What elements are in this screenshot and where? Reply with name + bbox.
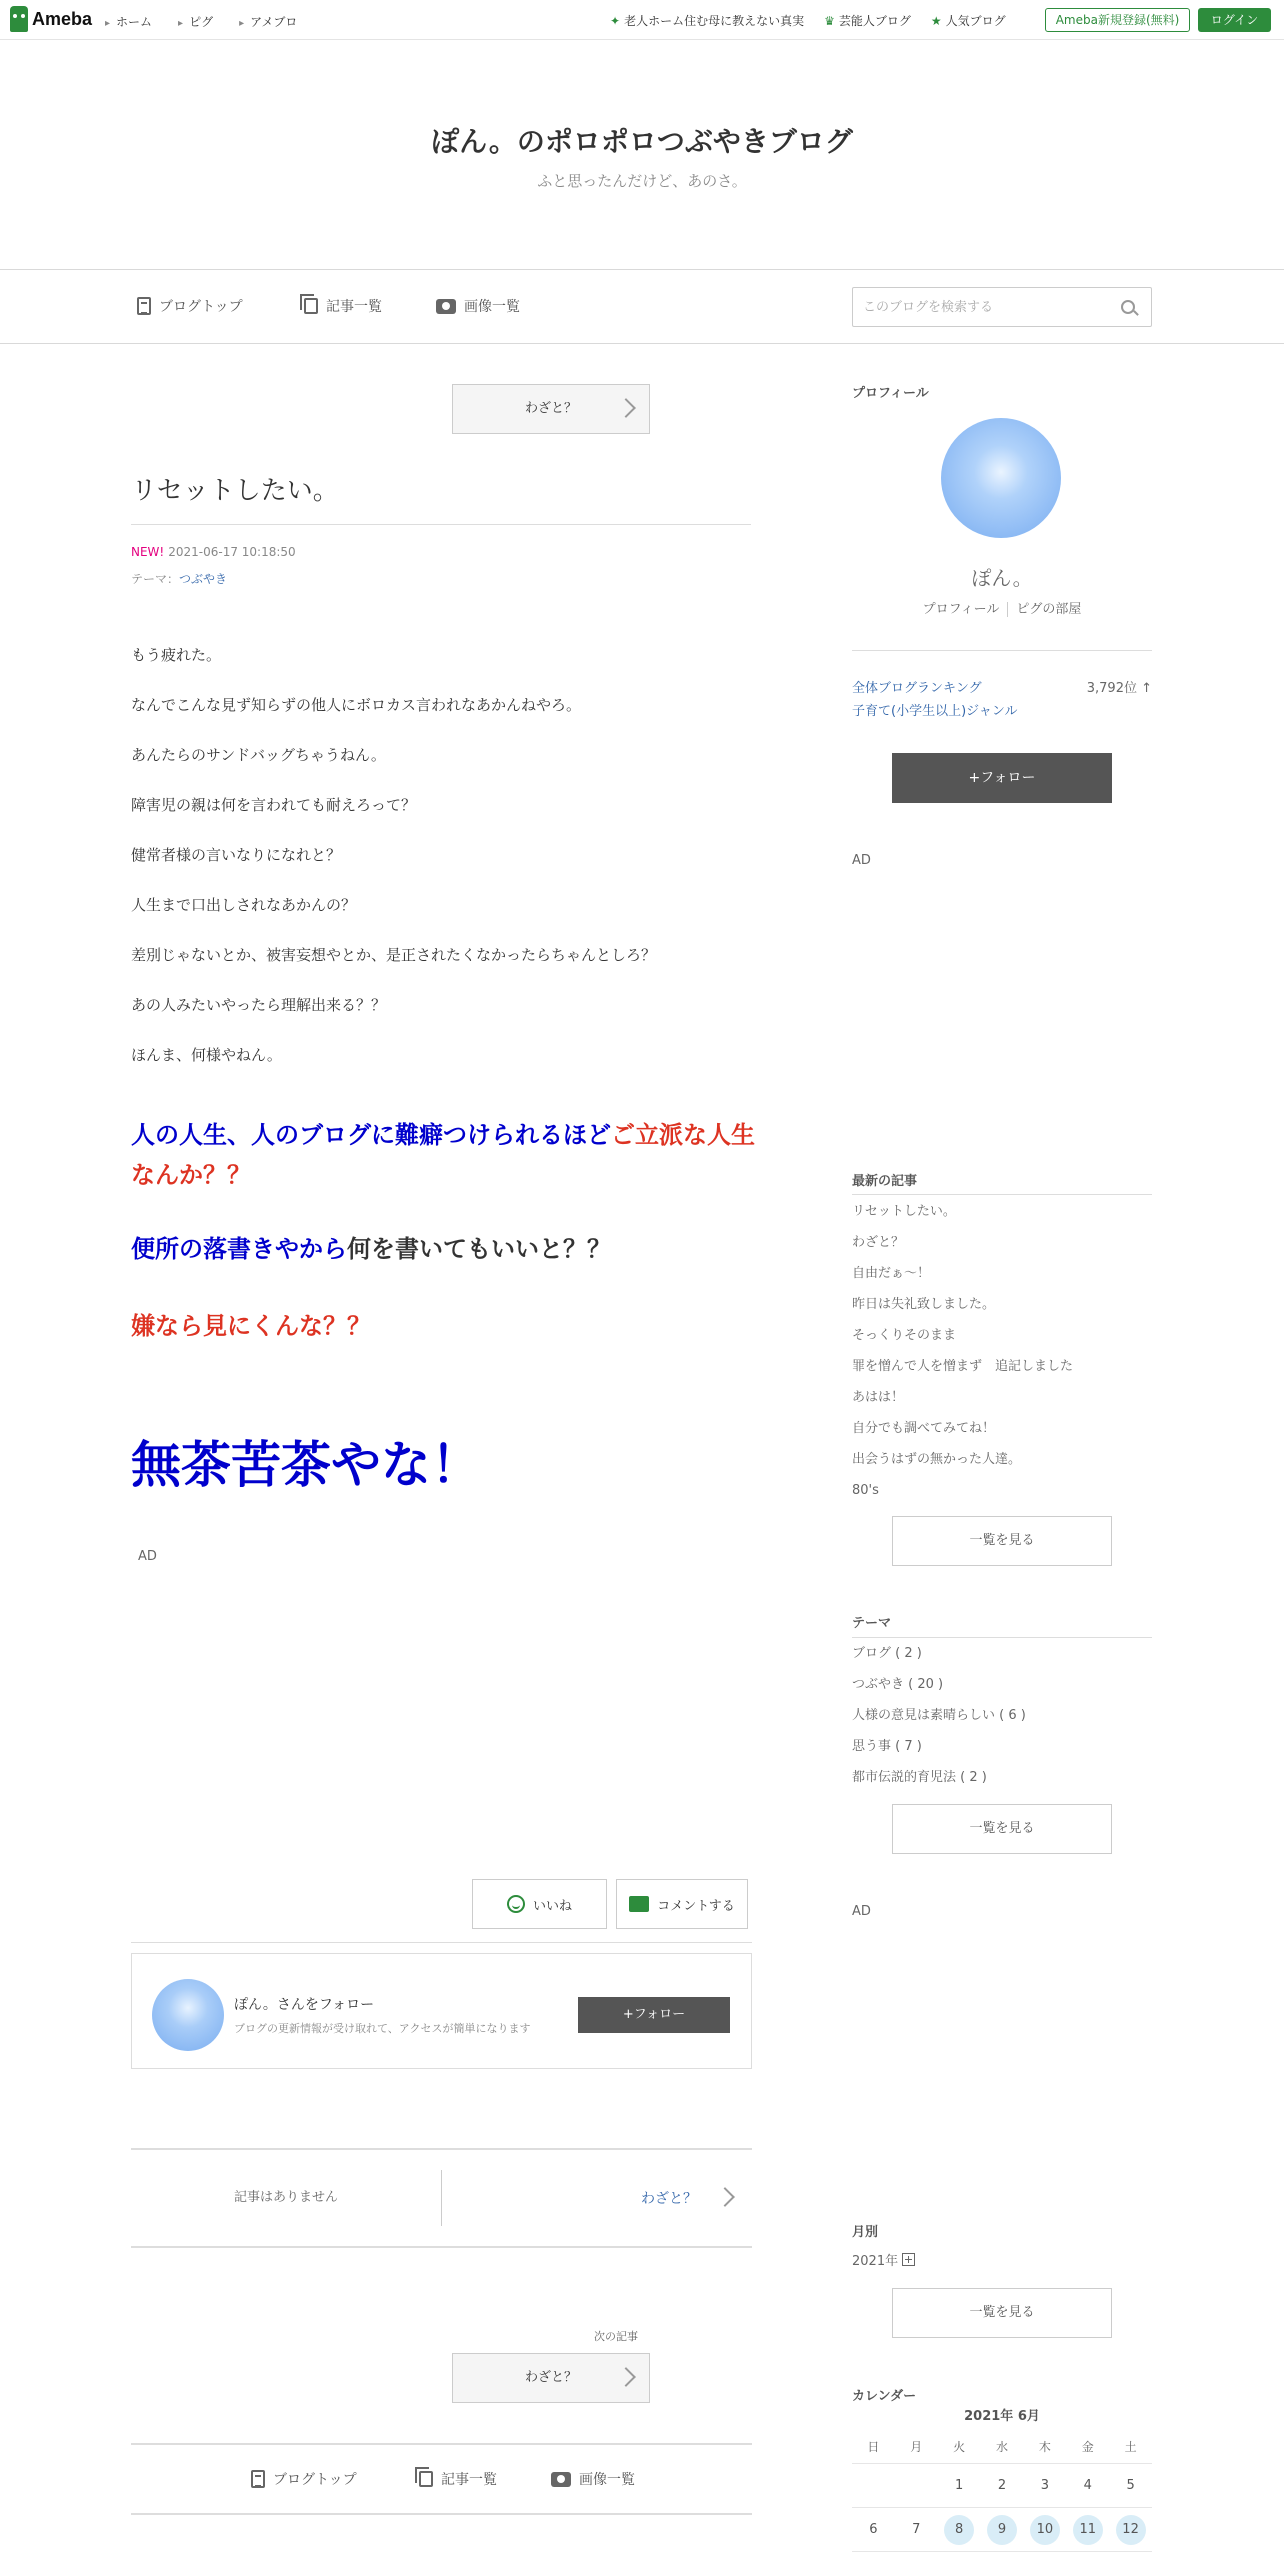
theme-item[interactable]: ブログ ( 2 ) <box>852 1646 922 1661</box>
next-entry-button[interactable] <box>452 2353 650 2403</box>
next-entry-label: わざと？ <box>524 2370 577 2385</box>
calendar-day: 2 <box>997 2478 1007 2493</box>
calendar-day-number: 8 <box>944 2515 974 2545</box>
promo-link-1[interactable] <box>610 12 804 29</box>
comment-button[interactable] <box>616 1879 748 1929</box>
recent-item[interactable]: 昨日は失礼致しました。 <box>852 1297 996 1312</box>
avatar[interactable] <box>152 1979 224 2051</box>
profile-links <box>852 598 1152 617</box>
divider <box>441 2170 442 2226</box>
divider <box>131 1942 752 1943</box>
theme-item[interactable]: 思う事 ( 7 ) <box>852 1739 922 1754</box>
article-paragraph: あんたらのサンドバッグちゃうねん。 <box>131 746 386 764</box>
month-label: 2021年 <box>852 2254 899 2269</box>
ameba-logo-text: Ameba <box>32 8 93 29</box>
ameba-logo-icon <box>10 6 28 32</box>
recent-item[interactable]: 出会うはずの無かった人達。 <box>852 1452 1022 1467</box>
calendar-weekdays <box>852 2430 1152 2464</box>
weekday: 月 <box>910 2440 923 2454</box>
promo-link-celebrity-label: 芸能人ブログ <box>838 14 911 28</box>
recent-item[interactable]: 自分でも調べてみてね！ <box>852 1421 996 1436</box>
article-date: 2021-06-17 10:18:50 <box>168 545 296 559</box>
smile-icon <box>507 1895 525 1913</box>
global-nav <box>105 13 297 30</box>
recent-item[interactable]: 80's <box>852 1483 879 1498</box>
calendar-week <box>852 2464 1152 2508</box>
recent-item[interactable]: 罪を憎んで人を憎まず 追記しました <box>852 1359 1074 1374</box>
month-item[interactable] <box>852 2250 915 2269</box>
theme-label: テーマ： <box>131 572 180 586</box>
profile-avatar[interactable] <box>941 418 1061 538</box>
recent-heading: 最新の記事 <box>852 1174 918 1189</box>
sparkle-icon: ✦ <box>610 14 621 28</box>
recent-item[interactable]: 自由だぁ〜！ <box>852 1266 931 1281</box>
sidebar-follow-button[interactable]: +フォロー <box>892 753 1112 803</box>
nav-image-list-label: 画像一覧 <box>464 299 520 315</box>
ad-label: AD <box>138 1549 157 1564</box>
calendar-heading: カレンダー <box>852 2389 917 2404</box>
article-paragraph: 差別じゃないとか、被害妄想やとか、是正されたくなかったらちゃんとしろ？ <box>131 946 657 964</box>
promo-link-celebrity[interactable] <box>824 12 911 29</box>
profile-name[interactable]: ぽん。 <box>971 566 1033 590</box>
prev-entry-button[interactable] <box>452 384 650 434</box>
follow-card <box>131 1953 752 2069</box>
nav-ameblo[interactable]: ▸ アメブロ <box>239 13 297 30</box>
calendar-day-number: 9 <box>987 2515 1017 2545</box>
nav-entry-list-label: 記事一覧 <box>441 2472 497 2488</box>
recent-list <box>852 1201 1073 1511</box>
document-icon <box>251 2470 265 2488</box>
recent-item[interactable]: わざと？ <box>852 1235 905 1250</box>
article-paragraph: 健常者様の言いなりになれと？ <box>131 846 342 864</box>
pig-room-link[interactable]: ピグの部屋 <box>1007 602 1081 617</box>
nav-image-list[interactable] <box>436 296 520 316</box>
blog-header <box>0 40 1284 270</box>
weekday: 土 <box>1124 2440 1137 2454</box>
login-button[interactable]: ログイン <box>1198 8 1271 32</box>
month-more-button[interactable]: 一覧を見る <box>892 2288 1112 2338</box>
nav-blog-top[interactable] <box>137 296 243 316</box>
emphasis-red-text: ご立派な人生なんか？？ <box>131 1121 755 1189</box>
calendar-day <box>895 2464 938 2507</box>
weekday: 木 <box>1038 2440 1051 2454</box>
search-input[interactable] <box>853 288 1093 326</box>
calendar-day-number: 12 <box>1116 2515 1146 2545</box>
copy-icon <box>419 2471 433 2487</box>
theme-link[interactable]: つぶやき <box>179 572 228 586</box>
article-paragraph: ほんま、何様やねん。 <box>131 1046 282 1064</box>
recent-item[interactable]: リセットしたい。 <box>852 1204 956 1219</box>
new-badge: NEW! <box>131 545 165 559</box>
divider <box>131 524 751 525</box>
theme-item[interactable]: つぶやき ( 20 ) <box>852 1677 944 1692</box>
next-entry-link[interactable]: わざと？ <box>641 2191 697 2207</box>
nav-entry-list-label: 記事一覧 <box>326 299 382 315</box>
promo-links <box>610 12 1006 29</box>
recent-item[interactable]: そっくりそのまま <box>852 1328 957 1343</box>
article-paragraph: あの人みたいやったら理解出来る？？ <box>131 996 387 1014</box>
theme-list <box>852 1643 1026 1798</box>
weekday: 水 <box>996 2440 1009 2454</box>
calendar-day: 3 <box>1040 2478 1049 2493</box>
calendar-day-with-post[interactable] <box>1066 2508 1109 2551</box>
nav-blog-top-label: ブログトップ <box>273 2472 357 2488</box>
article-paragraph: もう疲れた。 <box>131 646 222 664</box>
calendar-day: 4 <box>1083 2478 1092 2493</box>
promo-link-popular-label: 人気ブログ <box>945 14 1006 28</box>
ranking-value: 3,792位 ↑ <box>1086 681 1152 696</box>
calendar-day-number: 10 <box>1030 2515 1060 2545</box>
blog-nav <box>0 270 1284 344</box>
promo-link-1-label: 老人ホーム住む母に教えない真実 <box>624 14 805 28</box>
follow-button[interactable]: +フォロー <box>578 1997 730 2033</box>
like-label: いいね <box>532 1898 572 1914</box>
calendar-day-with-post[interactable] <box>1109 2508 1152 2551</box>
theme-more-button[interactable]: 一覧を見る <box>892 1804 1112 1854</box>
divider <box>852 1637 1152 1638</box>
calendar-title: 2021年 6月 <box>964 2409 1040 2424</box>
article-theme <box>131 570 227 587</box>
calendar <box>852 2430 1152 2552</box>
emphasis-blue-text: 便所の落書きやから <box>131 1235 347 1263</box>
article-title[interactable]: リセットしたい。 <box>131 476 339 506</box>
nav-home[interactable]: ▸ ホーム <box>105 13 152 30</box>
nav-entry-list[interactable] <box>304 296 382 316</box>
emphasis-line-2 <box>131 1229 761 1269</box>
follow-card-title: ぽん。さんをフォロー <box>234 1997 375 2013</box>
copy-icon <box>304 298 318 314</box>
recent-item[interactable]: あはは！ <box>852 1390 905 1405</box>
calendar-day: 6 <box>869 2522 878 2537</box>
theme-heading: テーマ <box>852 1616 892 1631</box>
bottom-blog-nav <box>131 2443 752 2515</box>
promo-link-popular[interactable] <box>931 12 1006 29</box>
blog-subtitle: ふと思ったんだけど、あのさ。 <box>537 172 747 190</box>
star-icon: ★ <box>930 14 942 28</box>
calendar-day-number: 11 <box>1073 2515 1103 2545</box>
no-prev-entry: 記事はありません <box>233 2190 338 2205</box>
article-paragraph: 人生まで口出しされなあかんの？ <box>131 896 357 914</box>
divider <box>852 650 1152 651</box>
blog-search <box>852 287 1152 327</box>
nav-blog-top[interactable] <box>251 2469 357 2489</box>
prev-entry-label: わざと？ <box>524 401 577 416</box>
nav-pig[interactable]: ▸ ピグ <box>178 13 213 30</box>
calendar-day-with-post[interactable] <box>1023 2508 1066 2551</box>
global-header <box>0 0 1284 40</box>
ameba-logo[interactable] <box>10 6 92 32</box>
register-button[interactable]: Ameba新規登録(無料) <box>1045 8 1190 32</box>
nav-entry-list[interactable] <box>419 2469 497 2489</box>
profile-link[interactable]: プロフィール <box>922 602 1000 617</box>
weekday: 日 <box>867 2440 880 2454</box>
nav-image-list[interactable] <box>551 2469 635 2489</box>
ad-label: AD <box>852 853 871 868</box>
emphasis-dark-text: 何を書いてもいいと？？ <box>347 1235 611 1263</box>
weekday: 火 <box>953 2440 966 2454</box>
like-button[interactable] <box>472 1879 607 1929</box>
calendar-day <box>852 2464 895 2507</box>
crown-icon: ♛ <box>824 14 835 28</box>
calendar-day: 1 <box>955 2478 964 2493</box>
profile-heading: プロフィール <box>852 386 929 401</box>
chevron-right-icon <box>715 2187 735 2207</box>
calendar-day: 5 <box>1126 2478 1135 2493</box>
calendar-day-with-post[interactable] <box>938 2508 981 2551</box>
comment-label: コメントする <box>657 1898 735 1914</box>
camera-icon <box>436 299 456 314</box>
month-heading: 月別 <box>852 2225 879 2240</box>
article-paragraph: なんでこんな見ず知らずの他人にボロカス言われなあかんねやろ。 <box>131 696 582 714</box>
calendar-day-with-post[interactable] <box>981 2508 1024 2551</box>
nav-image-list-label: 画像一覧 <box>579 2472 635 2488</box>
calendar-week <box>852 2508 1152 2552</box>
theme-item[interactable]: 人様の意見は素晴らしい ( 6 ) <box>852 1708 1026 1723</box>
search-icon[interactable] <box>1121 300 1135 314</box>
ad-label: AD <box>852 1904 871 1919</box>
emphasis-huge: 無茶苦茶やな！ <box>131 1435 481 1494</box>
theme-item[interactable]: 都市伝説的育児法 ( 2 ) <box>852 1770 987 1785</box>
emphasis-blue-text: 人の人生、人のブログに難癖つけられるほど <box>131 1121 611 1149</box>
expand-icon[interactable] <box>902 2253 915 2266</box>
article-meta <box>131 545 296 559</box>
article-paragraph: 障害児の親は何を言われても耐えろって？ <box>131 796 417 814</box>
ranking-genre-link[interactable]: 子育て(小学生以上)ジャンル <box>852 704 1018 719</box>
document-icon <box>137 297 151 315</box>
recent-more-button[interactable]: 一覧を見る <box>892 1516 1112 1566</box>
entry-pager <box>131 2148 752 2248</box>
camera-icon <box>551 2472 571 2487</box>
next-entry-caption: 次の記事 <box>594 2330 638 2343</box>
emphasis-line-1 <box>131 1115 761 1195</box>
calendar-day: 7 <box>912 2522 921 2537</box>
ranking-overall-link[interactable]: 全体ブログランキング <box>852 681 982 696</box>
divider <box>852 1194 1152 1195</box>
nav-blog-top-label: ブログトップ <box>159 299 243 315</box>
blog-title[interactable]: ぽん。のポロポロつぶやきブログ <box>431 125 853 158</box>
comment-icon <box>629 1896 649 1912</box>
chevron-right-icon <box>616 2367 636 2387</box>
follow-card-description: ブログの更新情報が受け取れて、アクセスが簡単になります <box>234 2022 531 2035</box>
emphasis-line-3: 嫌なら見にくんな？？ <box>131 1312 371 1340</box>
weekday: 金 <box>1081 2440 1094 2454</box>
chevron-right-icon <box>616 398 636 418</box>
